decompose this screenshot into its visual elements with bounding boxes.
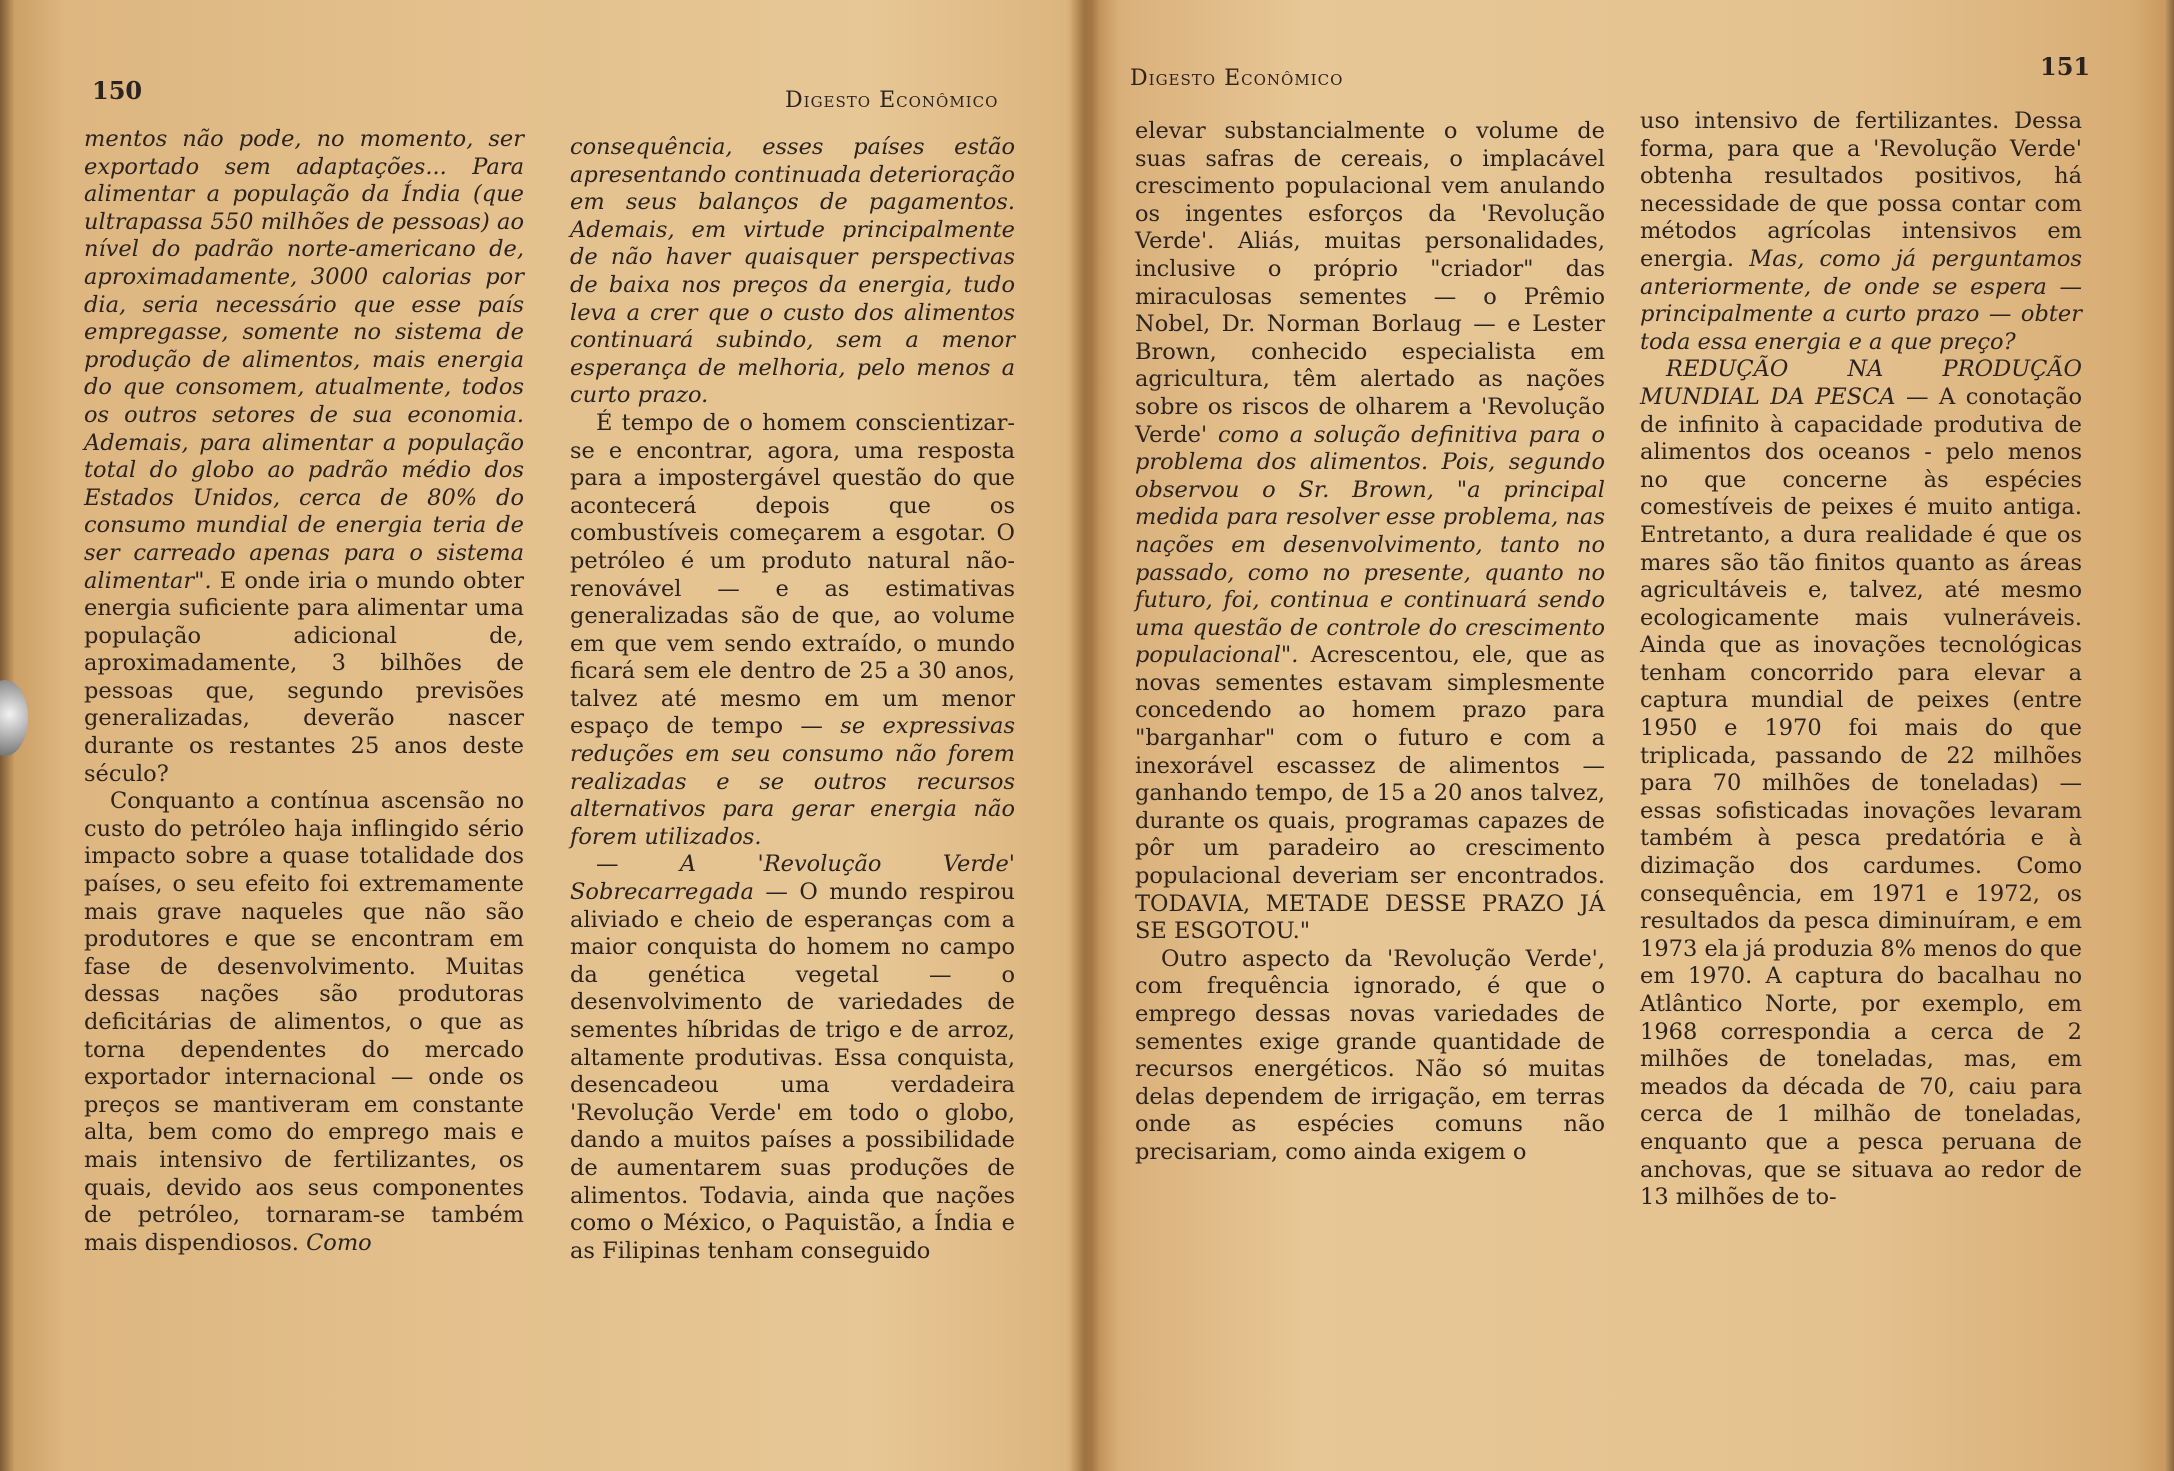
left-page-number: 150	[92, 76, 143, 105]
right-column-2	[1640, 108, 2082, 1212]
right-page-number: 151	[2040, 52, 2091, 81]
paragraph	[570, 851, 1015, 1265]
italic-text-run: REDUÇÃO NA PRODUÇÃO MUNDIAL DA PESCA	[1640, 356, 2082, 410]
text-run: E onde iria o mundo obter energia suficiente para alimentar uma população adicional de, aproximadamente, 3 bilhões de pessoas que, segundo previsões generalizadas, deverão nascer durante os restantes 25 anos deste século?	[84, 567, 524, 787]
italic-text-run: A 'Revolução Verde' Sobrecarregada	[570, 851, 1015, 906]
text-run: Outro aspecto da 'Revolução Verde', com frequência ignorado, é que o emprego dessas novas variedades de sementes exige grande quantidade de recursos energéticos. Não só muitas delas dependem de irrigação, em terras onde as espécies comuns não precisariam, como ainda exigem o	[1135, 945, 1605, 1165]
text-run: Conquanto a contínua ascensão no custo do petróleo haja inflingido sério impacto sobre a quase totalidade dos países, o seu efeito foi extremamente mais grave naqueles que não são produtores e que se encontram em fase de desenvolvimento. Muitas dessas nações são produtoras deficitárias de alimentos, o que as torna dependentes do mercado exportador internacional — onde os preços se mantiveram em constante alta, bem como do emprego mais e mais intensivo de fertilizantes, os quais, devido aos seus componentes de petróleo, tornaram-se também mais dispendiosos.	[84, 788, 524, 1256]
text-run: É tempo de o homem conscientizar-se e encontrar, agora, uma resposta para a impostergável questão do que acontecerá depois que os combustíveis começarem a esgotar. O petróleo é um produto natural não-renovável — e as estimativas generalizadas são de que, ao volume em que vem sendo extraído, o mundo ficará sem ele dentro de 25 a 30 anos, talvez até mesmo em um menor espaço de tempo —	[570, 409, 1015, 740]
text-run: —	[596, 851, 680, 878]
italic-text-run: se expressivas reduções em seu consumo não forem realizadas e se outros recursos alternativos para gerar energia não forem utilizados.	[570, 713, 1015, 850]
italic-text-run: Como	[298, 1229, 372, 1256]
italic-text-run: consequência, esses países estão apresentando continuada deterioração em seus balanços de pagamentos. Ademais, em virtude principalmente de não haver quaisquer perspectivas de baixa nos preços da energia, tudo leva a crer que o custo dos alimentos continuará subindo, sem a menor esperança de melhoria, pelo menos a curto prazo.	[570, 134, 1015, 409]
text-run: — A conotação de infinito à capacidade produtiva de alimentos dos oceanos - pelo menos no que concerne às espécies comestíveis de peixes é muito antiga. Entretanto, a dura realidade é que os mares são tão finitos quanto as áreas agricultáveis e, talvez, até mesmo ecologicamente mais vulneráveis. Ainda que as inovações tecnológicas tenham concorrido para elevar a captura mundial de peixes (entre 1950 e 1970 foi mais do que triplicada, passando de 22 milhões para 70 milhões de toneladas) — essas sofisticadas inovações levaram também à pesca predatória e à dizimação dos cardumes. Como consequência, em 1971 e 1972, os resultados da pesca diminuíram, e em 1973 ela já produzia 8% menos do que em 1970. A captura do bacalhau no Atlântico Norte, por exemplo, em 1968 correspondia a cerca de 2 milhões de toneladas, mas, em meados da década de 70, caiu para cerca de 1 milhão de toneladas, enquanto que a pesca peruana de anchovas, que se situava ao redor de 13 milhões de to-	[1640, 383, 2082, 1211]
text-run: Acrescentou, ele, que as novas sementes estavam simplesmente concedendo ao homem prazo para "barganhar" com o futuro e com a inexorável escassez de alimentos — ganhando tempo, de 15 a 20 anos talvez, durante os quais, programas capazes de pôr um paradeiro ao crescimento populacional deveriam ser encontrados. TODAVIA, METADE DESSE PRAZO JÁ SE ESGOTOU."	[1135, 642, 1605, 945]
paragraph	[84, 126, 524, 788]
paragraph	[570, 410, 1015, 852]
paragraph	[570, 134, 1015, 410]
text-run: — O mundo respirou aliviado e cheio de esperanças com a maior conquista do homem no campo da genética vegetal — o desenvolvimento de variedades de sementes híbridas de trigo e de arroz, altamente produtivas. Essa conquista, desencadeou uma verdadeira 'Revolução Verde' em todo o globo, dando a muitos países a possibilidade de aumentarem suas produções de alimentos. Todavia, ainda que nações como o México, o Paquistão, a Índia e as Filipinas tenham conseguido	[570, 879, 1015, 1264]
paragraph	[1135, 118, 1605, 946]
right-column-1	[1135, 118, 1605, 1167]
right-running-head: Digesto Econômico	[1130, 66, 1344, 91]
left-column-2	[570, 134, 1015, 1265]
left-running-head: Digesto Econômico	[785, 88, 999, 113]
paragraph	[84, 788, 524, 1257]
left-column-1	[84, 126, 524, 1257]
book-gutter	[1070, 0, 1100, 1471]
metal-clip	[0, 680, 28, 756]
text-run: elevar substancialmente o volume de suas safras de cereais, o implacável crescimento populacional vem anulando os ingentes esforços da 'Revolução Verde'. Aliás, muitas personalidades, inclusive o próprio "criador" das miraculosas sementes — o Prêmio Nobel, Dr. Norman Borlaug — e Lester Brown, conhecido especialista em agricultura, têm alertado as nações sobre os riscos de olharem a 'Revolução Verde'	[1135, 118, 1605, 448]
right-page-edge	[2164, 0, 2174, 1471]
paragraph	[1640, 108, 2082, 356]
paragraph	[1640, 356, 2082, 1211]
text-run: uso intensivo de fertilizantes. Dessa forma, para que a 'Revolução Verde' obtenha resultados positivos, há necessidade de que possa contar com métodos agrícolas intensivos em energia.	[1640, 108, 2082, 272]
italic-text-run: Mas, como já perguntamos anteriormente, de onde se espera — principalmente a curto prazo — obter toda essa energia e a que preço?	[1640, 245, 2082, 355]
italic-text-run: como a solução definitiva para o problema dos alimentos. Pois, segundo observou o Sr. Brown, "a principal medida para resolver esse problema, nas nações em desenvolvimento, tanto no passado, como no presente, quanto no futuro, foi, continua e continuará sendo uma questão de controle do crescimento populacional".	[1135, 421, 1605, 669]
italic-text-run: mentos não pode, no momento, ser exportado sem adaptações... Para alimentar a população da Índia (que ultrapassa 550 milhões de pessoas) ao nível do padrão norte-americano de, aproximadamente, 3000 calorias por dia, seria necessário que esse país empregasse, somente no sistema de produção de alimentos, mais energia do que consomem, atualmente, todos os outros setores de sua economia. Ademais, para alimentar a população total do globo ao padrão médio dos Estados Unidos, cerca de 80% do consumo mundial de energia teria de ser carreado apenas para o sistema alimentar".	[84, 126, 524, 594]
paragraph	[1135, 946, 1605, 1167]
